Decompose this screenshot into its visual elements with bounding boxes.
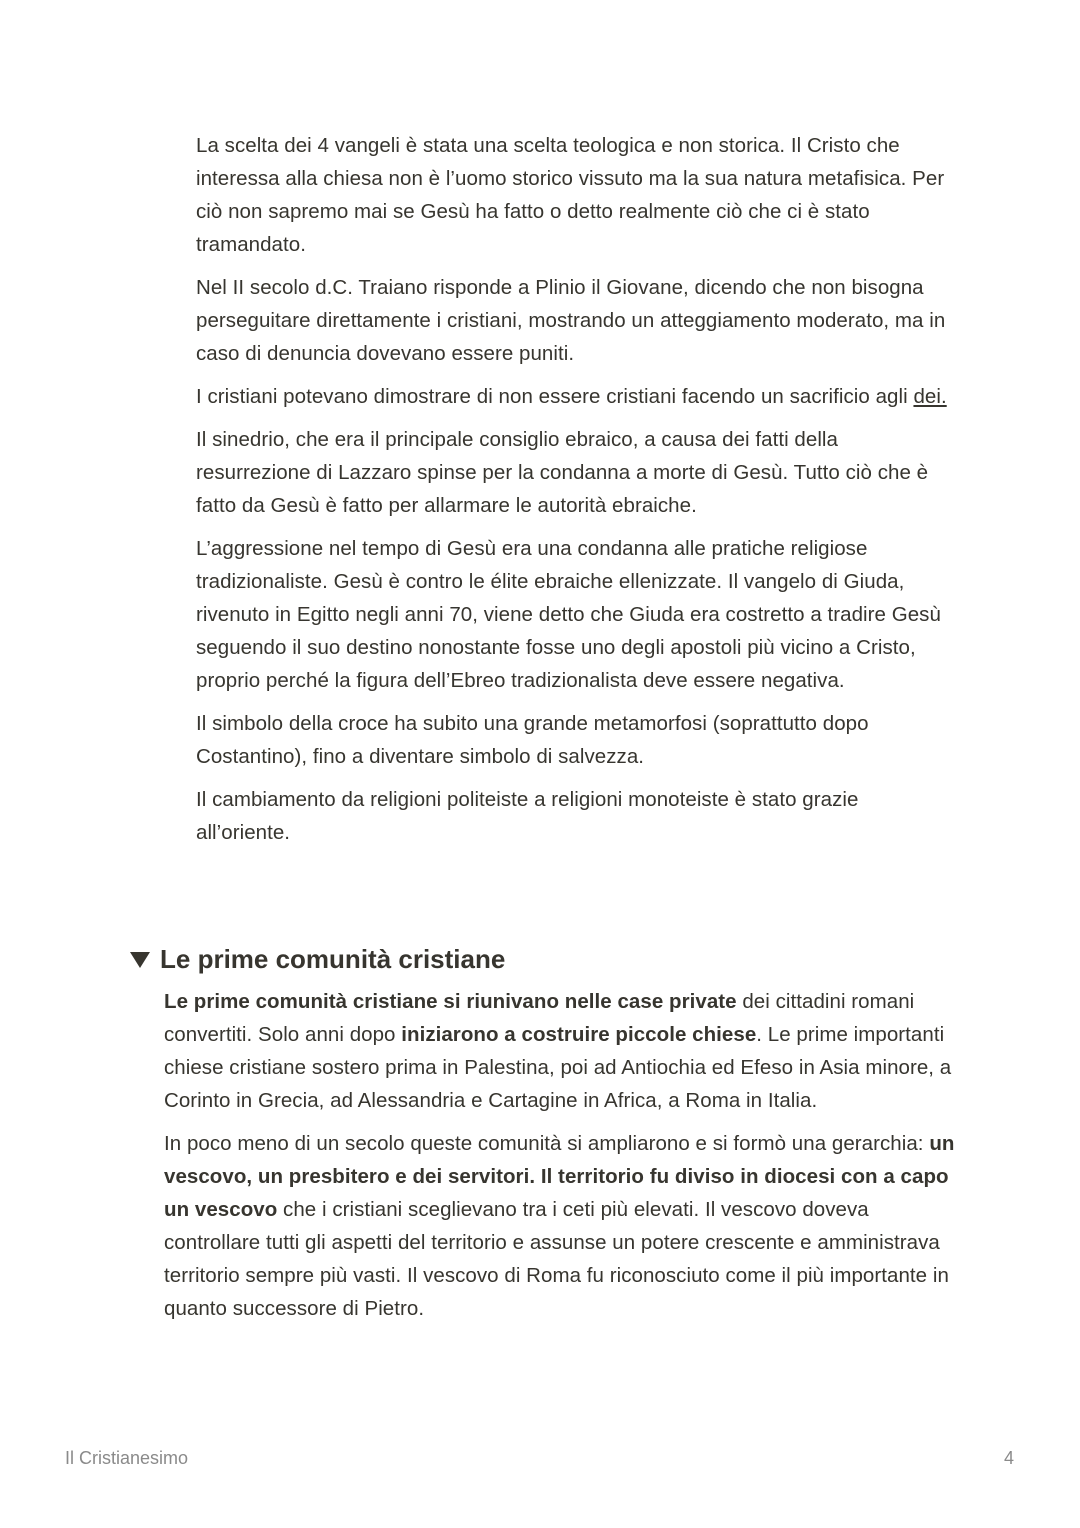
underlined-word: dei. <box>913 385 947 408</box>
paragraph-sacrificio-text: I cristiani potevano dimostrare di non essere cristiani facendo un sacrificio agli <box>196 385 914 408</box>
paragraph-text: In poco meno di un secolo queste comunità si ampliarono e si formò una gerarchia: <box>164 1132 930 1155</box>
paragraph-text: che i cristiani sceglievano tra i ceti più elevati. Il vescovo doveva controllare tutti gli aspetti del territorio e assunse un potere crescente e amministrava territorio sempre più vasti. Il vescovo di Roma fu riconosciuto come il più importante in quanto successore di Pietro. <box>164 1198 949 1320</box>
toggle-triangle-icon[interactable] <box>130 952 150 968</box>
paragraph-gerarchia <box>164 1127 964 1325</box>
bold-text: iniziarono a costruire piccole chiese <box>401 1023 757 1046</box>
indented-paragraphs <box>196 129 956 859</box>
paragraph-sinedrio: Il sinedrio, che era il principale consiglio ebraico, a causa dei fatti della resurrezione di Lazzaro spinse per la condanna a morte di Gesù. Tutto ciò che è fatto da Gesù è fatto per allarmare le autorità ebraiche. <box>196 428 929 517</box>
paragraph-sacrificio <box>196 380 956 413</box>
paragraph-comunita <box>164 985 964 1117</box>
paragraph-text: . Le prime importanti chiese cristiane sostero prima in Palestina, poi ad Antiochia ed Efeso in Asia minore, a Corinto in Grecia, ad Alessandria e Cartagine in Africa, a Roma in Italia. <box>164 1023 952 1112</box>
footer-title: Il Cristianesimo <box>65 1448 189 1468</box>
section-heading: Le prime comunità cristiane <box>160 944 506 974</box>
page-number: 4 <box>1003 1448 1014 1468</box>
paragraph-oriente: Il cambiamento da religioni politeiste a religioni monoteiste è stato grazie all’oriente. <box>196 788 859 844</box>
section-content <box>164 985 964 1335</box>
bold-text: Le prime comunità cristiane si riunivano nelle case private <box>164 990 737 1013</box>
paragraph-text: dei cittadini romani convertiti. Solo anni dopo <box>164 990 915 1046</box>
paragraph-vangeli: La scelta dei 4 vangeli è stata una scelta teologica e non storica. Il Cristo che interessa alla chiesa non è l’uomo storico vissuto ma la sua natura metafisica. Per ciò non sapremo mai se Gesù ha fatto o detto realmente ciò che ci è stato tramandato. <box>196 134 945 256</box>
bold-text: un vescovo, un presbitero e dei servitori. Il territorio fu diviso in diocesi con a capo un vescovo <box>164 1132 955 1221</box>
paragraph-aggressione: L’aggressione nel tempo di Gesù era una condanna alle pratiche religiose tradizionaliste. Gesù è contro le élite ebraiche ellenizzate. Il vangelo di Giuda, rivenuto in Egitto negli anni 70, viene detto che Giuda era costretto a tradire Gesù seguendo il suo destino nonostante fosse uno degli apostoli più vicino a Cristo, proprio perché la figura dell’Ebreo tradizionalista deve essere negativa. <box>196 537 941 692</box>
paragraph-traiano: Nel II secolo d.C. Traiano risponde a Plinio il Giovane, dicendo che non bisogna perseguitare direttamente i cristiani, mostrando un atteggiamento moderato, ma in caso di denuncia dovevano essere puniti. <box>196 276 946 365</box>
paragraph-croce: Il simbolo della croce ha subito una grande metamorfosi (soprattutto dopo Costantino), fino a diventare simbolo di salvezza. <box>196 712 869 768</box>
toggle-heading-prime-comunita[interactable] <box>130 938 505 980</box>
